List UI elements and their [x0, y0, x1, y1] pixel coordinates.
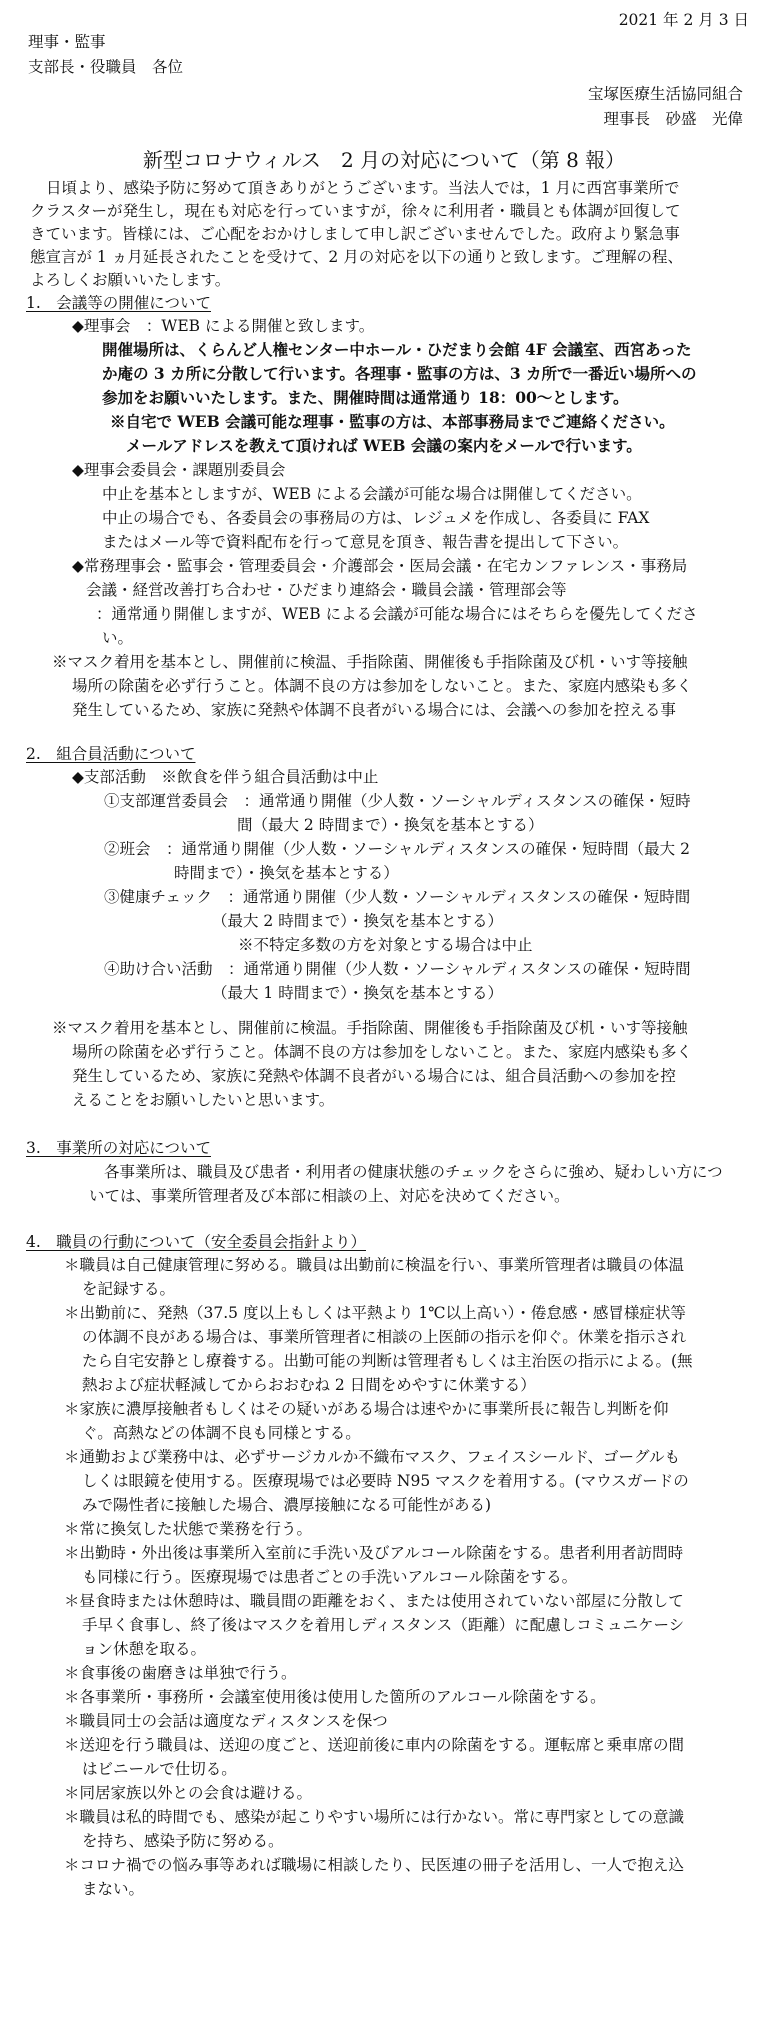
intro-line: 態宣言が 1 ヵ月延長されたことを受けて、2 月の対応を以下の通りと致します。ご理解の程、: [30, 248, 683, 266]
guideline-line: ＊職員は自己健康管理に努める。職員は出勤前に検温を行い、事業所管理者は職員の体温: [64, 1256, 685, 1274]
intro-line: クラスターが発生し，現在も対応を行っていますが，徐々に利用者・職員とも体調が回復して: [30, 202, 681, 220]
guideline-line: たら自宅安静とし療養する。出勤可能の判断は管理者もしくは主治医の指示による。(無: [82, 1352, 693, 1370]
guideline-line: の体調不良がある場合は、事業所管理者に相談の上医師の指示を仰ぐ。休業を指示され: [82, 1328, 687, 1346]
guideline-line: ＊コロナ禍での悩み事等あれば職場に相談したり、民医連の冊子を活用し、一人で抱え込: [64, 1856, 685, 1874]
activity-line: （最大 2 時間まで）・換気を基本とする）: [212, 912, 503, 930]
intro-line: よろしくお願いいたします。: [30, 271, 231, 289]
s2-note-line: ※マスク着用を基本とし、開催前に検温。手指除菌、開催後も手指除菌及び机・いす等接触: [52, 1019, 688, 1037]
guideline-line: ＊昼食時または休憩時は、職員間の距離をおく、または使用されていない部屋に分散して: [64, 1592, 684, 1610]
recipients-line-2: 支部長・役職員 各位: [28, 58, 184, 76]
iinkai-line: 中止を基本としますが、WEB による会議が可能な場合は開催してください。: [102, 485, 642, 503]
activity-line: ③健康チェック ：通常通り開催（少人数・ソーシャルディスタンスの確保・短時間: [104, 888, 691, 906]
iinkai-line: 中止の場合でも、各委員会の事務局の方は、レジュメを作成し、各委員に FAX: [102, 509, 650, 527]
sender-name: 理事長 砂盛 光偉: [603, 110, 743, 128]
activity-line: ※不特定多数の方を対象とする場合は中止: [238, 936, 533, 954]
guideline-line: を記録する。: [82, 1280, 176, 1298]
intro-line: 日頃より、感染予防に努めて頂きありがとうございます。当法人では，1 月に西宮事業所で: [46, 179, 680, 197]
s2-note-line: 発生しているため、家族に発熱や体調不良者がいる場合には、組合員活動への参加を控: [72, 1067, 676, 1085]
activity-line: ②班会 ：通常通り開催（少人数・ソーシャルディスタンスの確保・短時間（最大 2: [104, 840, 690, 858]
s1-note-line: ※マスク着用を基本とし、開催前に検温、手指除菌、開催後も手指除菌及び机・いす等接触: [52, 653, 688, 671]
section-3-heading: 3. 事業所の対応について: [26, 1139, 211, 1157]
joumu-line: ：通常通り開催しますが、WEB による会議が可能な場合にはそちらを優先してくださ: [96, 605, 698, 623]
document-date: 2021 年 2 月 3 日: [618, 11, 749, 29]
sender-organization: 宝塚医療生活協同組合: [587, 85, 743, 103]
guideline-line: はビニールで仕切る。: [82, 1760, 237, 1778]
rijikai-line: か庵の 3 カ所に分散して行います。各理事・監事の方は、3 カ所で一番近い場所への: [102, 364, 697, 383]
activity-line: ④助け合い活動 ：通常通り開催（少人数・ソーシャルディスタンスの確保・短時間: [104, 960, 691, 978]
guideline-line: を持ち、感染予防に努める。: [82, 1832, 284, 1850]
guideline-line: ＊食事後の歯磨きは単独で行う。: [64, 1664, 297, 1682]
recipients-line-1: 理事・監事: [28, 33, 106, 51]
intro-line: きています。皆様には、ご心配をおかけしまして申し訳ございませんでした。政府より緊急事: [30, 225, 680, 243]
guideline-line: ＊送迎を行う職員は、送迎の度ごと、送迎前後に車内の除菌をする。運転席と乗車席の間: [64, 1736, 685, 1754]
s3-body-line: いては、事業所管理者及び本部に相談の上、対応を決めてください。: [89, 1187, 570, 1205]
guideline-line: ＊出勤前に、発熱（37.5 度以上もしくは平熱より 1℃以上高い）・倦怠感・感冒様症状等: [64, 1304, 686, 1322]
s2-note-line: えることをお願いしたいと思います。: [72, 1091, 335, 1109]
guideline-line: ＊各事業所・事務所・会議室使用後は使用した箇所のアルコール除菌をする。: [64, 1688, 606, 1706]
rijikai-line: ◆理事会 ：WEB による開催と致します。: [72, 317, 375, 335]
guideline-line: まない。: [82, 1880, 145, 1898]
guideline-line: 熱および症状軽減してからおおむね 2 日間をめやすに休業する）: [82, 1376, 536, 1394]
shibu-lead: ◆支部活動 ※飲食を伴う組合員活動は中止: [72, 768, 379, 786]
rijikai-line: ※自宅で WEB 会議可能な理事・監事の方は、本部事務局までご連絡ください。: [110, 412, 675, 431]
guideline-line: ＊家族に濃厚接触者もしくはその疑いがある場合は速やかに事業所長に報告し判断を仰: [64, 1400, 669, 1418]
iinkai-line: ◆理事会委員会・課題別委員会: [72, 461, 286, 479]
guideline-line: も同様に行う。医療現場では患者ごとの手洗いアルコール除菌をする。: [82, 1568, 578, 1586]
s1-note-line: 場所の除菌を必ず行うこと。体調不良の方は参加をしないこと。また、家庭内感染も多く: [72, 677, 693, 695]
iinkai-line: またはメール等で資料配布を行って意見を頂き、報告書を提出して下さい。: [102, 533, 629, 551]
guideline-line: ＊職員は私的時間でも、感染が起こりやすい場所には行かない。常に専門家としての意識: [64, 1808, 685, 1826]
s2-note-line: 場所の除菌を必ず行うこと。体調不良の方は参加をしないこと。また、家庭内感染も多く: [72, 1043, 693, 1061]
joumu-line: 会議・経営改善打ち合わせ・ひだまり連絡会・職員会議・管理部会等: [86, 581, 567, 599]
guideline-line: 手早く食事し、終了後はマスクを着用しディスタンス（距離）に配慮しコミュニケーシ: [82, 1616, 685, 1634]
activity-line: （最大 1 時間まで）・換気を基本とする）: [212, 984, 503, 1002]
guideline-line: みで陽性者に接触した場合、濃厚接触になる可能性がある): [82, 1496, 492, 1514]
rijikai-line: 開催場所は、くらんど人権センター中ホール・ひだまり会館 4F 会議室、西宮あった: [102, 340, 692, 359]
joumu-line: い。: [102, 629, 134, 647]
section-1-heading: 1. 会議等の開催について: [26, 294, 211, 312]
section-4-heading: 4. 職員の行動について（安全委員会指針より）: [26, 1233, 366, 1251]
activity-line: 時間まで）・換気を基本とする）: [174, 864, 399, 882]
document-title: 新型コロナウィルス 2 月の対応について（第 8 報）: [142, 148, 626, 172]
rijikai-line: メールアドレスを教えて頂ければ WEB 会議の案内をメールで行います。: [126, 436, 642, 455]
s3-body-line: 各事業所は、職員及び患者・利用者の健康状態のチェックをさらに強め、疑わしい方につ: [104, 1163, 723, 1181]
guideline-line: ョン休憩を取る。: [82, 1640, 207, 1658]
joumu-line: ◆常務理事会・監事会・管理委員会・介護部会・医局会議・在宅カンファレンス・事務局: [72, 557, 688, 575]
guideline-line: ＊同居家族以外との会食は避ける。: [64, 1784, 313, 1802]
activity-line: 間（最大 2 時間まで）・換気を基本とする）: [237, 816, 544, 834]
rijikai-line: 参加をお願いいたします。また、開催時間は通常通り 18：00～とします。: [102, 388, 629, 407]
guideline-line: ＊職員同士の会話は適度なディスタンスを保つ: [64, 1712, 388, 1730]
s1-note-line: 発生しているため、家族に発熱や体調不良者がいる場合には、会議への参加を控える事: [72, 701, 676, 719]
activity-line: ①支部運営委員会 ：通常通り開催（少人数・ソーシャルディスタンスの確保・短時: [104, 792, 691, 810]
guideline-line: ＊常に換気した状態で業務を行う。: [64, 1520, 313, 1538]
section-2-heading: 2. 組合員活動について: [26, 745, 196, 763]
guideline-line: ＊出勤時・外出後は事業所入室前に手洗い及びアルコール除菌をする。患者利用者訪問時: [64, 1544, 684, 1562]
guideline-line: ぐ。高熱などの体調不良も同様とする。: [82, 1424, 361, 1442]
guideline-line: ＊通勤および業務中は、必ずサージカルか不織布マスク、フェイスシールド、ゴーグルも: [64, 1448, 680, 1466]
guideline-line: しくは眼鏡を使用する。医療現場では必要時 N95 マスクを着用する。(マウスガードの: [82, 1472, 689, 1490]
